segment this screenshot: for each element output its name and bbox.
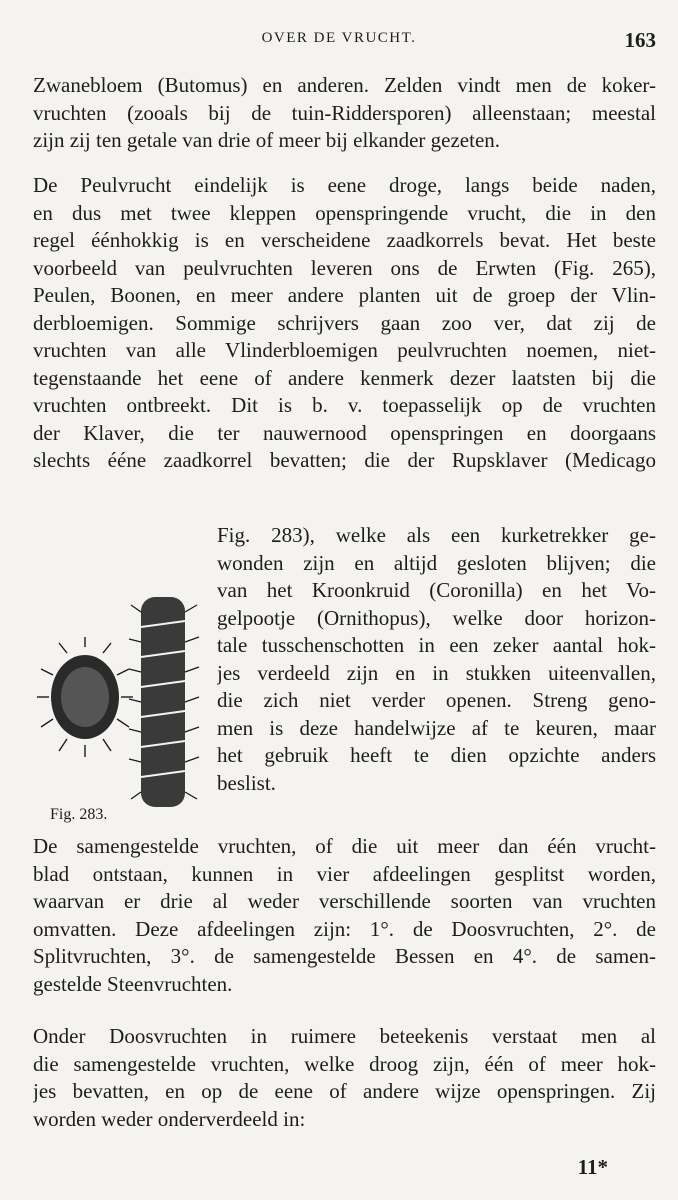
text-line: vruchten van alle Vlinderbloemigen peulvruchten noemen, niet- [33, 338, 656, 362]
spiny-fruit-left [37, 637, 133, 757]
paragraph-peulvrucht [33, 172, 656, 475]
text-line: omvatten. Deze afdeelingen zijn: 1°. de Doosvruchten, 2°. de [33, 916, 656, 941]
text-line: slechts ééne zaadkorrel bevatten; die der Rupsklaver (Medicago [33, 448, 656, 472]
text-line: regel éénhokkig is en verscheidene zaadkorrels bevat. Het beste [33, 228, 656, 252]
text-line: Peulen, Boonen, en meer andere planten uit de groep der Vlin- [33, 283, 656, 307]
text-line: tale tusschenschotten in een zeker aantal hok- [217, 633, 656, 657]
text-line: vruchten ontbreekt. Dit is b. v. toepasselijk op de vruchten [33, 393, 656, 417]
paragraph-samengestelde [33, 833, 656, 998]
text-line: waarvan er drie al weder verschillende soorten van vruchten [33, 889, 656, 913]
text-line: jes verdeeld zijn en in stukken uiteenvallen, [217, 660, 656, 685]
text-line: zijn zij ten getale van drie of meer bij elkander gezeten. [33, 128, 501, 152]
text-line: vruchten (zooals bij de tuin-Riddersporen) alleenstaan; meestal [33, 100, 656, 125]
text-line: beslist. [217, 770, 276, 795]
running-title: OVER DE VRUCHT. [261, 30, 417, 46]
text-line: Zwanebloem (Butomus) en anderen. Zelden vindt men de koker- [33, 73, 656, 97]
text-line: die samengestelde vruchten, welke droog zijn, één of meer hok- [33, 1051, 656, 1076]
text-line: van het Kroonkruid (Coronilla) en het Vo- [217, 578, 656, 602]
text-line: tegenstaande het eene of andere kenmerk dezer laatsten bij die [33, 365, 656, 390]
text-line: Onder Doosvruchten in ruimere beteekenis verstaat men al [33, 1024, 656, 1048]
signature-mark: 11* [577, 1155, 608, 1179]
text-line: gelpootje (Ornithopus), welke door horizon- [217, 605, 656, 630]
text-line: het gebruik heeft te dien opzichte anders [217, 743, 656, 767]
text-line: De Peulvrucht eindelijk is eene droge, langs beide naden, [33, 173, 656, 197]
paragraph-doosvruchten [33, 1023, 656, 1133]
coiled-fruit-right [129, 597, 199, 807]
text-line: men is deze handelwijze af te keuren, maar [217, 715, 656, 740]
figure-wrap-region [33, 522, 656, 828]
text-beside-figure [217, 522, 656, 797]
text-line: derbloemigen. Sommige schrijvers gaan zoo ver, dat zij de [33, 310, 656, 335]
text-line: blad ontstaan, kunnen in vier afdeelingen gesplitst worden, [33, 861, 656, 886]
page-number: 163 [624, 28, 656, 52]
paragraph-continuation [33, 72, 656, 155]
figure-caption: Fig. 283. [50, 806, 108, 823]
text-line: wonden zijn en altijd gesloten blijven; die [217, 550, 656, 575]
text-line: der Klaver, die ter nauwernood openspringen en doorgaans [33, 420, 656, 445]
medicago-fruit-illustration [33, 577, 211, 817]
text-line: jes bevatten, en op de eene of andere wijze openspringen. Zij [33, 1079, 656, 1103]
text-line: gestelde Steenvruchten. [33, 971, 233, 996]
text-line: Fig. 283), welke als een kurketrekker ge- [217, 523, 656, 547]
text-line: en dus met twee kleppen openspringende vrucht, die in den [33, 200, 656, 225]
text-line: worden weder onderverdeeld in: [33, 1106, 306, 1131]
text-line: De samengestelde vruchten, of die uit meer dan één vrucht- [33, 834, 656, 858]
text-line: die zich niet verder openen. Streng geno- [217, 688, 656, 712]
text-line: voorbeeld van peulvruchten leveren ons de Erwten (Fig. 265), [33, 255, 656, 280]
text-line: Splitvruchten, 3°. de samengestelde Bessen en 4°. de samen- [33, 944, 656, 968]
